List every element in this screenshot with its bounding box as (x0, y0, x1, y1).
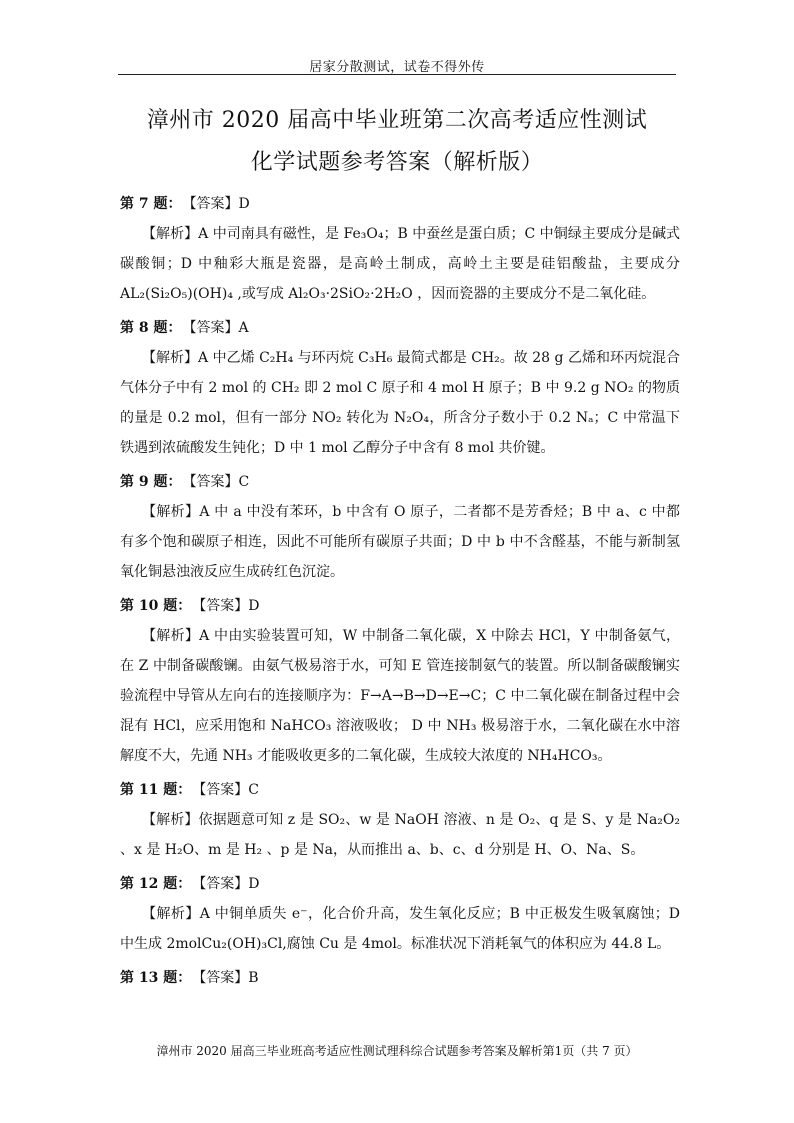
question-answer: 【答案】D (199, 598, 260, 614)
question-answer: 【答案】B (199, 970, 259, 986)
question-number: 第 8 题： (120, 320, 182, 336)
question-explanation: 【解析】A 中乙烯 C₂H₄ 与环丙烷 C₃H₆ 最简式都是 CH₂。故 28 g 乙烯和环丙烷混合气体分子中有 2 mol 的 CH₂ 即 2 mol C 原子和 4 mol H 原子；B 中 9.2 g NO₂ 的物质的量是 0.2 mol，但有一部分 NO₂ 转化为 N₂O₄，所含分子数小于 0.2 Nₐ；C 中常温下铁遇到浓硫酸发生钝化；D 中 1 mol 乙醇分子中含有 8 mol 共价键。 (120, 350, 680, 456)
question-9 (120, 467, 680, 587)
question-answer: 【答案】D (199, 876, 260, 892)
document-subtitle: 化学试题参考答案（解析版） (250, 150, 544, 175)
question-header (120, 869, 680, 899)
question-header (120, 313, 680, 343)
question-8 (120, 313, 680, 463)
question-7 (120, 189, 680, 309)
question-number: 第 7 题： (120, 196, 182, 212)
question-explanation: 【解析】A 中由实验装置可知，W 中制备二氧化碳，X 中除去 HCl，Y 中制备氨气，在 Z 中制备碳酸镧。由氨气极易溶于水，可知 E 管连接制氨气的装置。所以制备碳酸镧实验流程中导管从左向右的连接顺序为：F→A→B→D→E→C；C 中二氧化碳在制备过程中会混有 HCl，应采用饱和 NaHCO₃ 溶液吸收； D 中 NH₃ 极易溶于水，二氧化碳在水中溶解度不大，先通 NH₃ 才能吸收更多的二氧化碳，生成较大浓度的 NH₄HCO₃。 (120, 628, 680, 764)
question-explanation: 【解析】依据题意可知 z 是 SO₂、w 是 NaOH 溶液、n 是 O₂、q 是 S、y 是 Na₂O₂ 、x 是 H₂O、m 是 H₂ 、p 是 Na，从而推出 a、b、c、d 分别是 H、O、Na、S。 (120, 812, 680, 858)
question-number: 第 13 题： (120, 970, 192, 986)
question-10 (120, 591, 680, 771)
question-header (120, 591, 680, 621)
question-answer: 【答案】C (189, 474, 250, 490)
question-explanation: 【解析】A 中司南具有磁性，是 Fe₃O₄；B 中蚕丝是蛋白质；C 中铜绿主要成分是碱式碳酸铜；D 中釉彩大瓶是瓷器，是高岭土制成，高岭土主要是硅铝酸盐，主要成分 AL₂(Si₂O₅)(OH)₄ ,或写成 Al₂O₃·2SiO₂·2H₂O ，因而瓷器的主要成分不是二氧化硅。 (120, 226, 680, 302)
document-title: 漳州市 2020 届高中毕业班第二次高考适应性测试 (146, 108, 648, 133)
question-explanation: 【解析】A 中 a 中没有苯环，b 中含有 O 原子，二者都不是芳香烃；B 中 a、c 中都有多个饱和碳原子相连，因此不可能所有碳原子共面；D 中 b 中不含醛基，不能与新制氢氧化铜悬浊液反应生成砖红色沉淀。 (120, 504, 680, 580)
question-header (120, 963, 680, 993)
answer-list (120, 185, 680, 993)
question-number: 第 9 题： (120, 474, 182, 490)
question-answer: 【答案】C (199, 782, 259, 798)
question-number: 第 11 题： (120, 782, 192, 798)
question-13 (120, 963, 680, 993)
header-divider (118, 74, 676, 75)
question-number: 第 12 题： (120, 876, 192, 892)
question-header (120, 189, 680, 219)
question-answer: 【答案】D (189, 196, 250, 212)
question-11 (120, 775, 680, 865)
page-header: 居家分散测试，试卷不得外传 (309, 60, 485, 75)
question-header (120, 775, 680, 805)
question-12 (120, 869, 680, 959)
question-explanation: 【解析】A 中铜单质失 e⁻，化合价升高，发生氧化反应；B 中正极发生吸氧腐蚀；D 中生成 2molCu₂(OH)₃Cl,腐蚀 Cu 是 4mol。标准状况下消耗氧气的体积应为 44.8 L。 (120, 906, 680, 952)
question-answer: 【答案】A (189, 320, 249, 336)
page-footer: 漳州市 2020 届高三毕业班高考适应性测试理科综合试题参考答案及解析第1页（共 7 页） (156, 1044, 638, 1058)
question-number: 第 10 题： (120, 598, 192, 614)
question-header (120, 467, 680, 497)
